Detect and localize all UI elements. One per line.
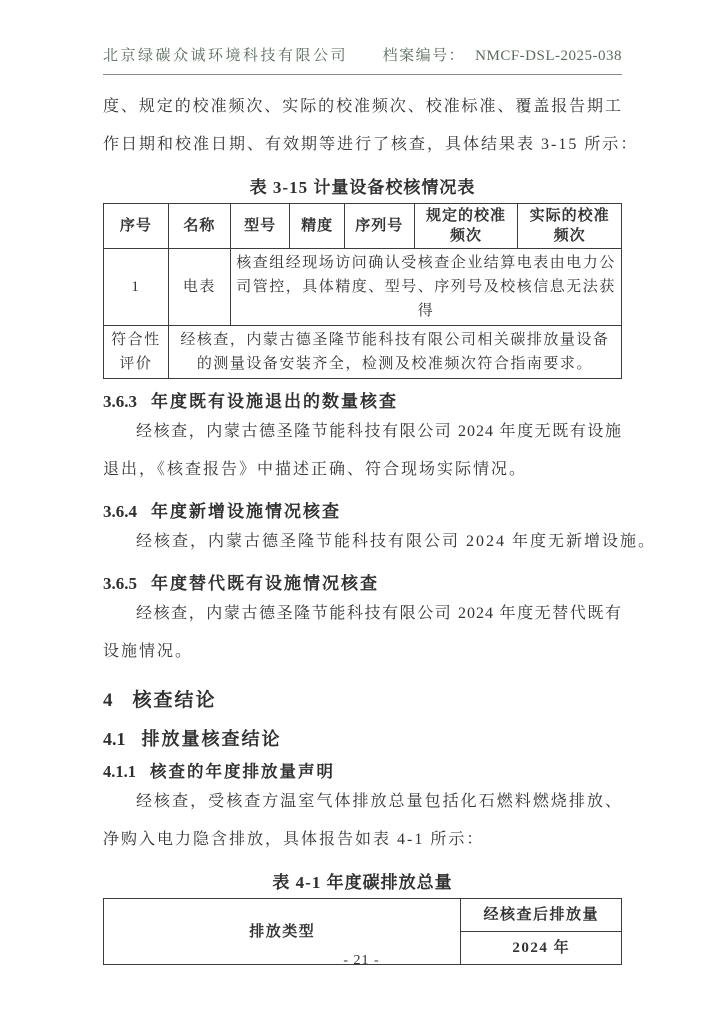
intro-line-1: 度、规定的校准频次、实际的校准频次、校准标准、覆盖报告期工 [103, 98, 622, 115]
table-row [104, 326, 622, 379]
col-header-serial: 序列号 [344, 204, 414, 249]
paragraph-line: 经核查，内蒙古德圣隆节能科技有限公司 2024 年度无新增设施。 [136, 533, 657, 550]
cell-meter-detail: 核查组经现场访问确认受核查企业结算电表由电力公司管控，具体精度、型号、序列号及校核信息无法获得 [230, 249, 621, 326]
heading-3-6-5 [103, 573, 622, 595]
col-header-precision: 精度 [290, 204, 344, 249]
heading-title: 年度既有设施退出的数量核查 [151, 392, 398, 411]
heading-3-6-3 [103, 391, 622, 413]
heading-title: 核查的年度排放量声明 [150, 762, 335, 781]
heading-number: 3.6.3 [103, 392, 137, 411]
intro-paragraph [103, 88, 639, 164]
paragraph-line: 设施情况。 [103, 643, 194, 660]
col-header-name: 名称 [168, 204, 230, 249]
heading-number: 3.6.4 [103, 502, 137, 521]
heading-number: 4.1.1 [103, 762, 136, 781]
heading-title: 年度新增设施情况核查 [151, 502, 341, 521]
paragraph-line: 净购入电力隐含排放，具体报告如表 4-1 所示： [103, 831, 485, 848]
paragraph-3-6-5 [103, 595, 622, 671]
paragraph-line: 经核查，内蒙古德圣隆节能科技有限公司 2024 年度无替代既有 [136, 605, 622, 622]
cell-seq-1: 1 [104, 249, 169, 326]
company-name: 北京绿碳众诚环境科技有限公司 [103, 48, 349, 64]
paragraph-3-6-4 [103, 523, 657, 561]
table-3-15-caption: 表 3-15 计量设备校核情况表 [249, 178, 476, 197]
table-row [104, 249, 622, 326]
heading-title: 核查结论 [132, 690, 217, 711]
heading-4-1-1 [103, 761, 622, 783]
table-3-15 [103, 203, 622, 379]
col-header-required-freq: 规定的校准频次 [414, 204, 518, 249]
table-row [104, 899, 622, 932]
intro-line-2: 作日期和校准日期、有效期等进行了核查，具体结果表 3-15 所示： [103, 136, 639, 153]
page-number: - 21 - [343, 953, 380, 968]
archive-number-label: 档案编号： [382, 48, 466, 64]
cell-year-header: 2024 年 [461, 932, 622, 965]
paragraph-3-6-3 [103, 413, 622, 489]
col-header-model: 型号 [230, 204, 290, 249]
heading-4-1 [103, 727, 622, 751]
heading-title: 排放量核查结论 [141, 729, 282, 749]
archive-number-value: NMCF-DSL-2025-038 [475, 48, 622, 64]
paragraph-line: 经核查，内蒙古德圣隆节能科技有限公司 2024 年度无既有设施 [136, 423, 622, 440]
heading-4 [103, 688, 622, 714]
paragraph-line: 退出，《核查报告》中描述正确、符合现场实际情况。 [103, 461, 528, 478]
paragraph-4-1-1 [103, 783, 622, 859]
cell-conformity-detail: 经核查，内蒙古德圣隆节能科技有限公司相关碳排放量设备的测量设备安装齐全，检测及校准频次符合指南要求。 [168, 326, 621, 379]
heading-number: 4.1 [103, 729, 126, 749]
archive-number-group [383, 44, 622, 65]
heading-number: 4 [103, 690, 113, 711]
heading-3-6-4 [103, 501, 622, 523]
cell-emission-type-header: 排放类型 [104, 899, 461, 965]
heading-title: 年度替代既有设施情况核查 [151, 574, 379, 593]
paragraph-line: 经核查，受核查方温室气体排放总量包括化石燃料燃烧排放、 [136, 793, 622, 810]
heading-number: 3.6.5 [103, 574, 137, 593]
table-4-1-caption: 表 4-1 年度碳排放总量 [272, 873, 453, 892]
cell-conformity-label: 符合性评价 [104, 326, 169, 379]
cell-verified-emission-header: 经核查后排放量 [461, 899, 622, 932]
table-row [104, 204, 622, 249]
cell-name-meter: 电表 [168, 249, 230, 326]
col-header-actual-freq: 实际的校准频次 [518, 204, 622, 249]
page-header [103, 44, 622, 75]
col-header-seq: 序号 [104, 204, 169, 249]
